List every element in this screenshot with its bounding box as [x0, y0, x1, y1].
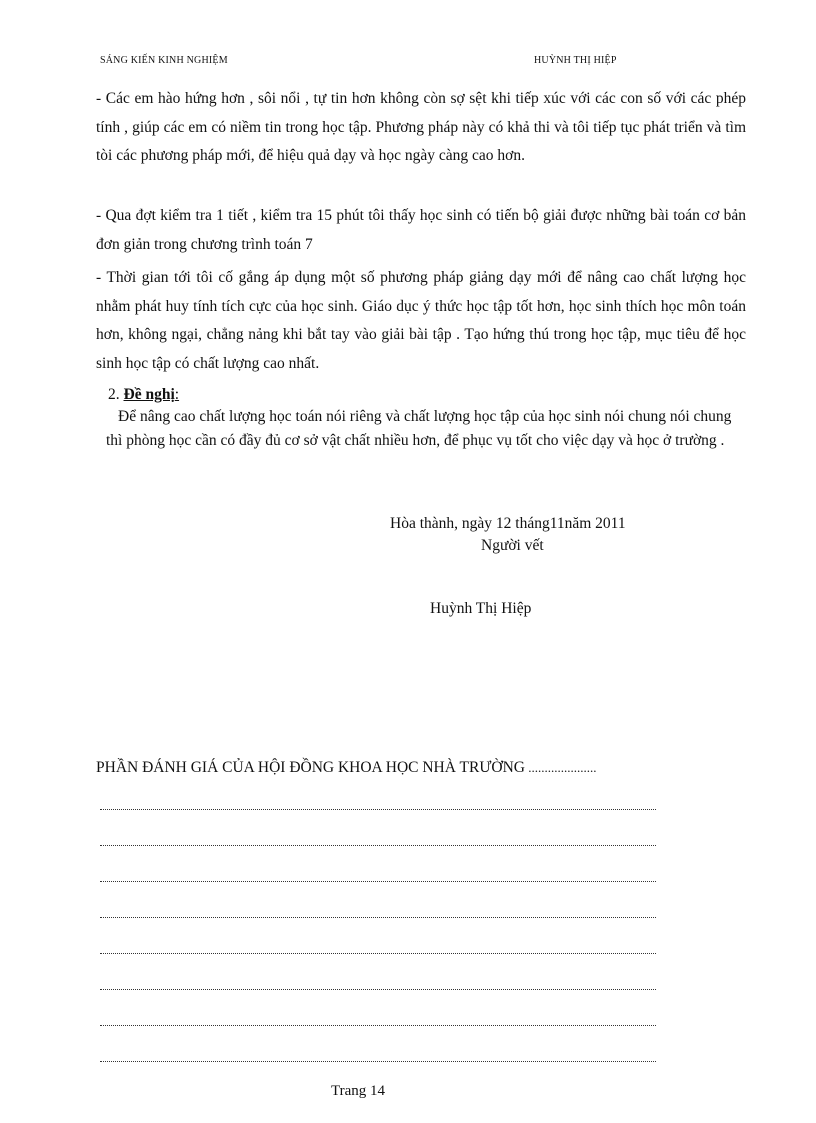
- page-number: Trang 14: [331, 1083, 386, 1099]
- evaluation-dotted-line: [100, 1047, 656, 1062]
- evaluation-dotted-line: [100, 831, 656, 846]
- evaluation-dotted-line: [100, 975, 656, 990]
- header-right: HUỲNH THỊ HIỆP: [534, 55, 617, 66]
- proposal-heading: [108, 386, 179, 404]
- signature-name: Huỳnh Thị Hiệp: [430, 600, 532, 617]
- proposal-number: 2.: [108, 386, 124, 403]
- paragraph-test-results: - Qua đợt kiểm tra 1 tiết , kiểm tra 15 phút tôi thấy học sinh có tiến bộ giải được những bài toán cơ bản đơn giản trong chương trình toán 7: [96, 207, 746, 253]
- evaluation-title-dots: .....................: [524, 760, 597, 775]
- evaluation-title-text: PHẦN ĐÁNH GIÁ CỦA HỘI ĐỒNG KHOA HỌC NHÀ TRƯỜNG: [96, 759, 525, 776]
- paragraph-students-excited: - Các em hào hứng hơn , sôi nổi , tự tin hơn không còn sợ sệt khi tiếp xúc với các con số với các phép tính , giúp các em có niềm tin trong học tập. Phương pháp này có khả thi và tôi tiếp tục phát triển và tìm tòi các phương pháp mới, để hiệu quả dạy và học ngày càng cao hơn.: [96, 90, 746, 164]
- evaluation-dotted-line: [100, 903, 656, 918]
- paragraph-future-plans: - Thời gian tới tôi cố gắng áp dụng một số phương pháp giảng dạy mới để nâng cao chất lượng học nhằm phát huy tính tích cực của học sinh. Giáo dục ý thức học tập tốt hơn, học sinh thích học môn toán hơn, không ngại, chẳng nảng khi bắt tay vào giải bài tập . Tạo hứng thú trong học tập, mục tiêu để học sinh học tập có chất lượng cao nhất.: [96, 269, 746, 372]
- evaluation-dotted-line: [100, 795, 656, 810]
- header-left: SÁNG KIẾN KINH NGHIỆM: [100, 55, 228, 66]
- proposal-colon: :: [174, 386, 180, 403]
- signature-role: Người vết: [481, 537, 544, 554]
- evaluation-dotted-line: [100, 1011, 656, 1026]
- evaluation-dotted-line: [100, 939, 656, 954]
- proposal-text: Để nâng cao chất lượng học toán nói riêng và chất lượng học tập của học sinh nói chung nói chung thì phòng học cần có đầy đủ cơ sở vật chất nhiều hơn, để phục vụ tốt cho việc dạy và học ở trường .: [106, 408, 732, 449]
- evaluation-title: [96, 759, 596, 777]
- proposal-heading-text: Đề nghị: [123, 386, 175, 403]
- evaluation-dotted-line: [100, 867, 656, 882]
- signature-date: Hòa thành, ngày 12 tháng11năm 2011: [390, 515, 626, 532]
